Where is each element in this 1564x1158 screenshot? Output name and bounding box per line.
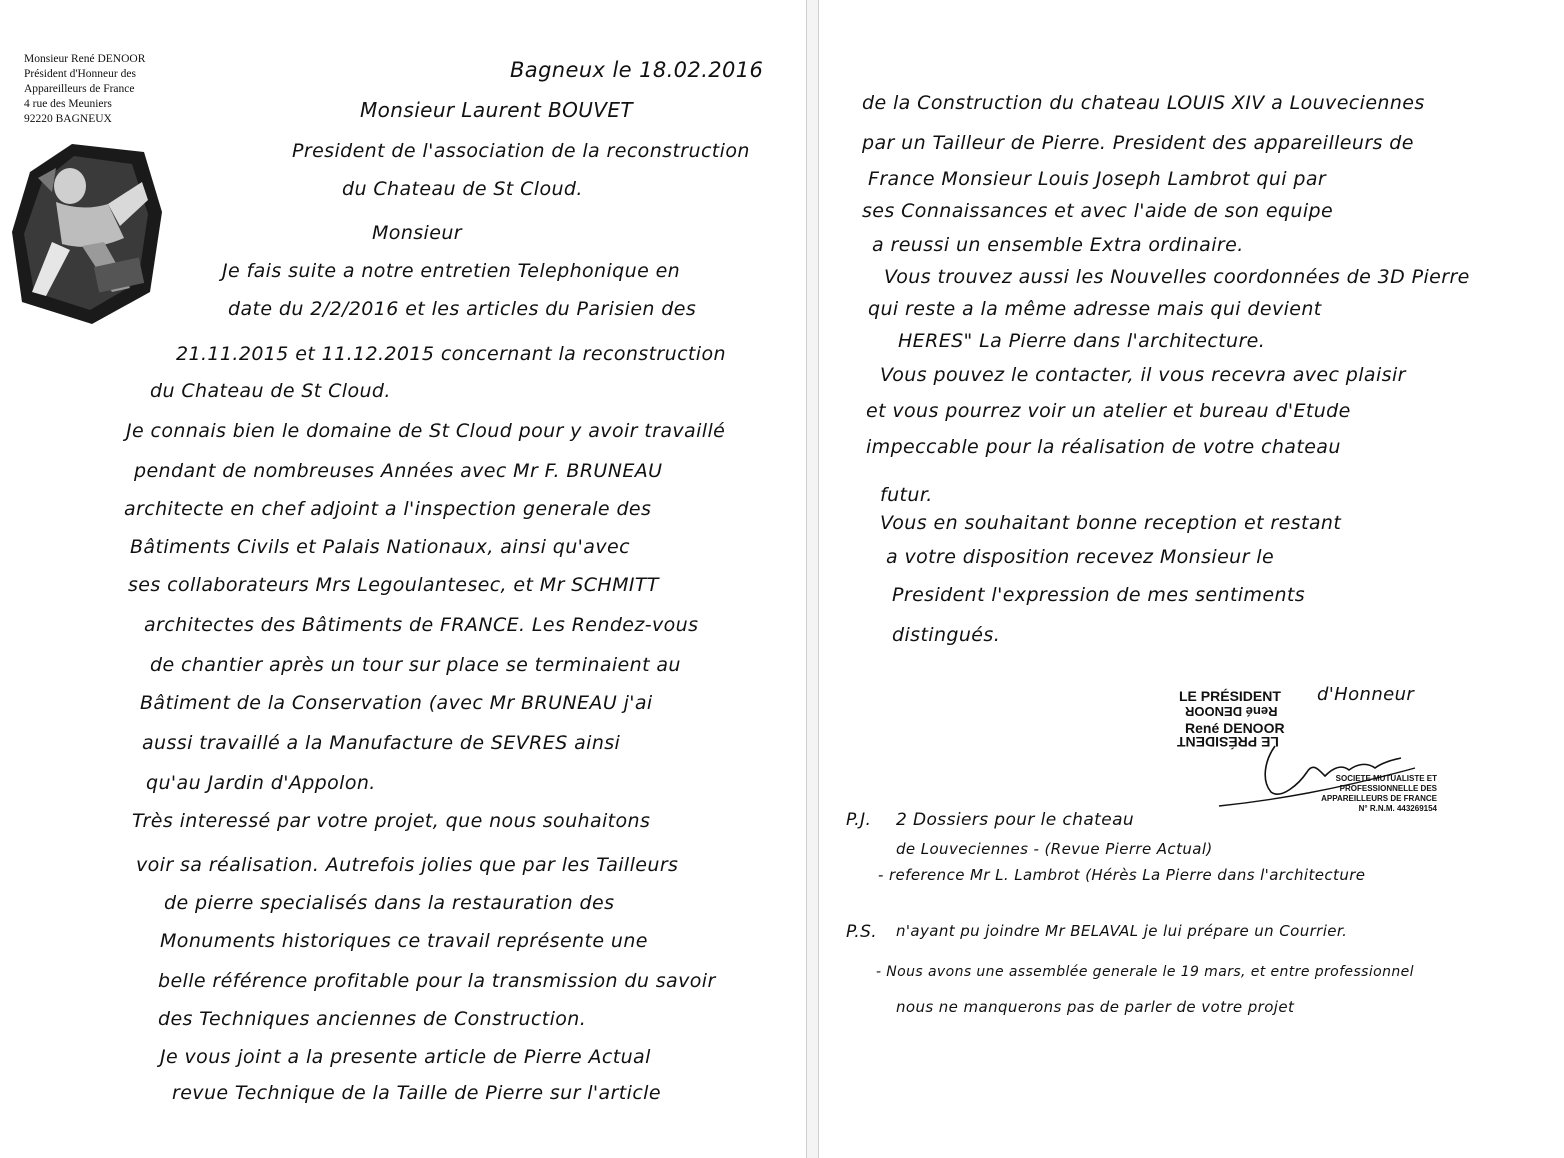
body-line: Vous en souhaitant bonne reception et restant bbox=[880, 512, 1342, 534]
body-line: architecte en chef adjoint a l'inspection generale des bbox=[124, 498, 652, 520]
body-line: aussi travaillé a la Manufacture de SEVRES ainsi bbox=[142, 732, 621, 754]
body-line: architectes des Bâtiments de FRANCE. Les Rendez-vous bbox=[144, 614, 699, 636]
body-line: Vous trouvez aussi les Nouvelles coordonnées de 3D Pierre bbox=[884, 266, 1470, 288]
body-line: pendant de nombreuses Années avec Mr F. BRUNEAU bbox=[134, 460, 663, 482]
body-line: a votre disposition recevez Monsieur le bbox=[886, 546, 1275, 568]
body-line: ses collaborateurs Mrs Legoulantesec, et Mr SCHMITT bbox=[128, 574, 659, 596]
body-line: Je fais suite a notre entretien Telephonique en bbox=[222, 260, 681, 282]
body-line: de pierre specialisés dans la restauration des bbox=[164, 892, 615, 914]
stamp-president: LE PRÉSIDENT bbox=[1179, 688, 1281, 704]
letterhead bbox=[24, 52, 145, 127]
body-line: des Techniques anciennes de Construction. bbox=[158, 1008, 587, 1030]
body-line: Très interessé par votre projet, que nous souhaitons bbox=[132, 810, 651, 832]
letterhead-line: Monsieur René DENOOR bbox=[24, 53, 146, 65]
stamp-honneur: d'Honneur bbox=[1317, 684, 1415, 705]
body-line: belle référence profitable pour la transmission du savoir bbox=[158, 970, 716, 992]
body-line: HERES" La Pierre dans l'architecture. bbox=[898, 330, 1266, 352]
ps-line: - Nous avons une assemblée generale le 19 mars, et entre professionnel bbox=[876, 964, 1414, 980]
stamp-org bbox=[1321, 774, 1437, 814]
stamp-name-mirrored: René DENOOR bbox=[1185, 704, 1278, 719]
pj-line: 2 Dossiers pour le chateau bbox=[896, 810, 1135, 830]
stamp-org-line: SOCIETE MUTUALISTE ET bbox=[1335, 774, 1437, 783]
salutation: Monsieur bbox=[372, 222, 462, 244]
body-line: Je connais bien le domaine de St Cloud pour y avoir travaillé bbox=[126, 420, 726, 442]
body-line: Bâtiments Civils et Palais Nationaux, ainsi qu'avec bbox=[130, 536, 630, 558]
ps-line: n'ayant pu joindre Mr BELAVAL je lui prépare un Courrier. bbox=[896, 922, 1348, 940]
letterhead-line: Appareilleurs de France bbox=[24, 83, 135, 95]
body-line: date du 2/2/2016 et les articles du Parisien des bbox=[228, 298, 697, 320]
stamp-org-line: APPAREILLEURS DE FRANCE bbox=[1321, 794, 1437, 803]
recipient-title-line-2: du Chateau de St Cloud. bbox=[342, 178, 583, 200]
body-line: distingués. bbox=[892, 624, 1001, 646]
recipient-name: Monsieur Laurent BOUVET bbox=[360, 98, 634, 122]
body-line: futur. bbox=[880, 484, 933, 506]
body-line: voir sa réalisation. Autrefois jolies que par les Tailleurs bbox=[136, 854, 679, 876]
body-line: France Monsieur Louis Joseph Lambrot qui par bbox=[868, 168, 1327, 190]
body-line: qui reste a la même adresse mais qui devient bbox=[868, 298, 1322, 320]
body-line: revue Technique de la Taille de Pierre sur l'article bbox=[172, 1082, 661, 1104]
ps-line: nous ne manquerons pas de parler de votre projet bbox=[896, 998, 1295, 1016]
letterhead-line: 4 rue des Meuniers bbox=[24, 98, 112, 110]
letterhead-line: 92220 BAGNEUX bbox=[24, 113, 112, 125]
body-line: Je vous joint a la presente article de Pierre Actual bbox=[160, 1046, 651, 1068]
body-line: ses Connaissances et avec l'aide de son equipe bbox=[862, 200, 1334, 222]
body-line: a reussi un ensemble Extra ordinaire. bbox=[872, 234, 1244, 256]
body-line: de chantier après un tour sur place se terminaient au bbox=[150, 654, 681, 676]
recipient-title-line-1: President de l'association de la reconstruction bbox=[292, 140, 750, 162]
body-line: Bâtiment de la Conservation (avec Mr BRUNEAU j'ai bbox=[140, 692, 653, 714]
body-line: du Chateau de St Cloud. bbox=[150, 380, 391, 402]
body-line: President l'expression de mes sentiments bbox=[892, 584, 1306, 606]
page-gutter bbox=[806, 0, 818, 1158]
body-line: de la Construction du chateau LOUIS XIV a Louveciennes bbox=[862, 92, 1425, 114]
body-line: et vous pourrez voir un atelier et bureau d'Etude bbox=[866, 400, 1351, 422]
body-line: 21.11.2015 et 11.12.2015 concernant la reconstruction bbox=[176, 343, 726, 365]
stone-cutter-emblem-icon bbox=[12, 142, 162, 324]
pj-line: de Louveciennes - (Revue Pierre Actual) bbox=[896, 840, 1213, 858]
stamp-name: René DENOOR bbox=[1185, 720, 1285, 736]
stamp-org-line: PROFESSIONNELLE DES bbox=[1339, 784, 1437, 793]
body-line: Monuments historiques ce travail représente une bbox=[160, 930, 648, 952]
body-line: qu'au Jardin d'Appolon. bbox=[146, 772, 376, 794]
body-line: impeccable pour la réalisation de votre chateau bbox=[866, 436, 1341, 458]
stamp-president-mirrored: LE PRÉSIDENT bbox=[1177, 734, 1279, 750]
body-line: Vous pouvez le contacter, il vous recevra avec plaisir bbox=[880, 364, 1406, 386]
pj-label: P.J. bbox=[846, 810, 872, 830]
letter-date: Bagneux le 18.02.2016 bbox=[510, 58, 764, 82]
stamp-rnm: N° R.N.M. 443269154 bbox=[1358, 804, 1437, 813]
pj-line: - reference Mr L. Lambrot (Hérès La Pierre dans l'architecture bbox=[878, 866, 1366, 884]
ps-label: P.S. bbox=[846, 922, 878, 942]
body-line: par un Tailleur de Pierre. President des appareilleurs de bbox=[862, 132, 1414, 154]
president-stamp bbox=[1175, 684, 1445, 828]
letterhead-line: Président d'Honneur des bbox=[24, 68, 136, 80]
